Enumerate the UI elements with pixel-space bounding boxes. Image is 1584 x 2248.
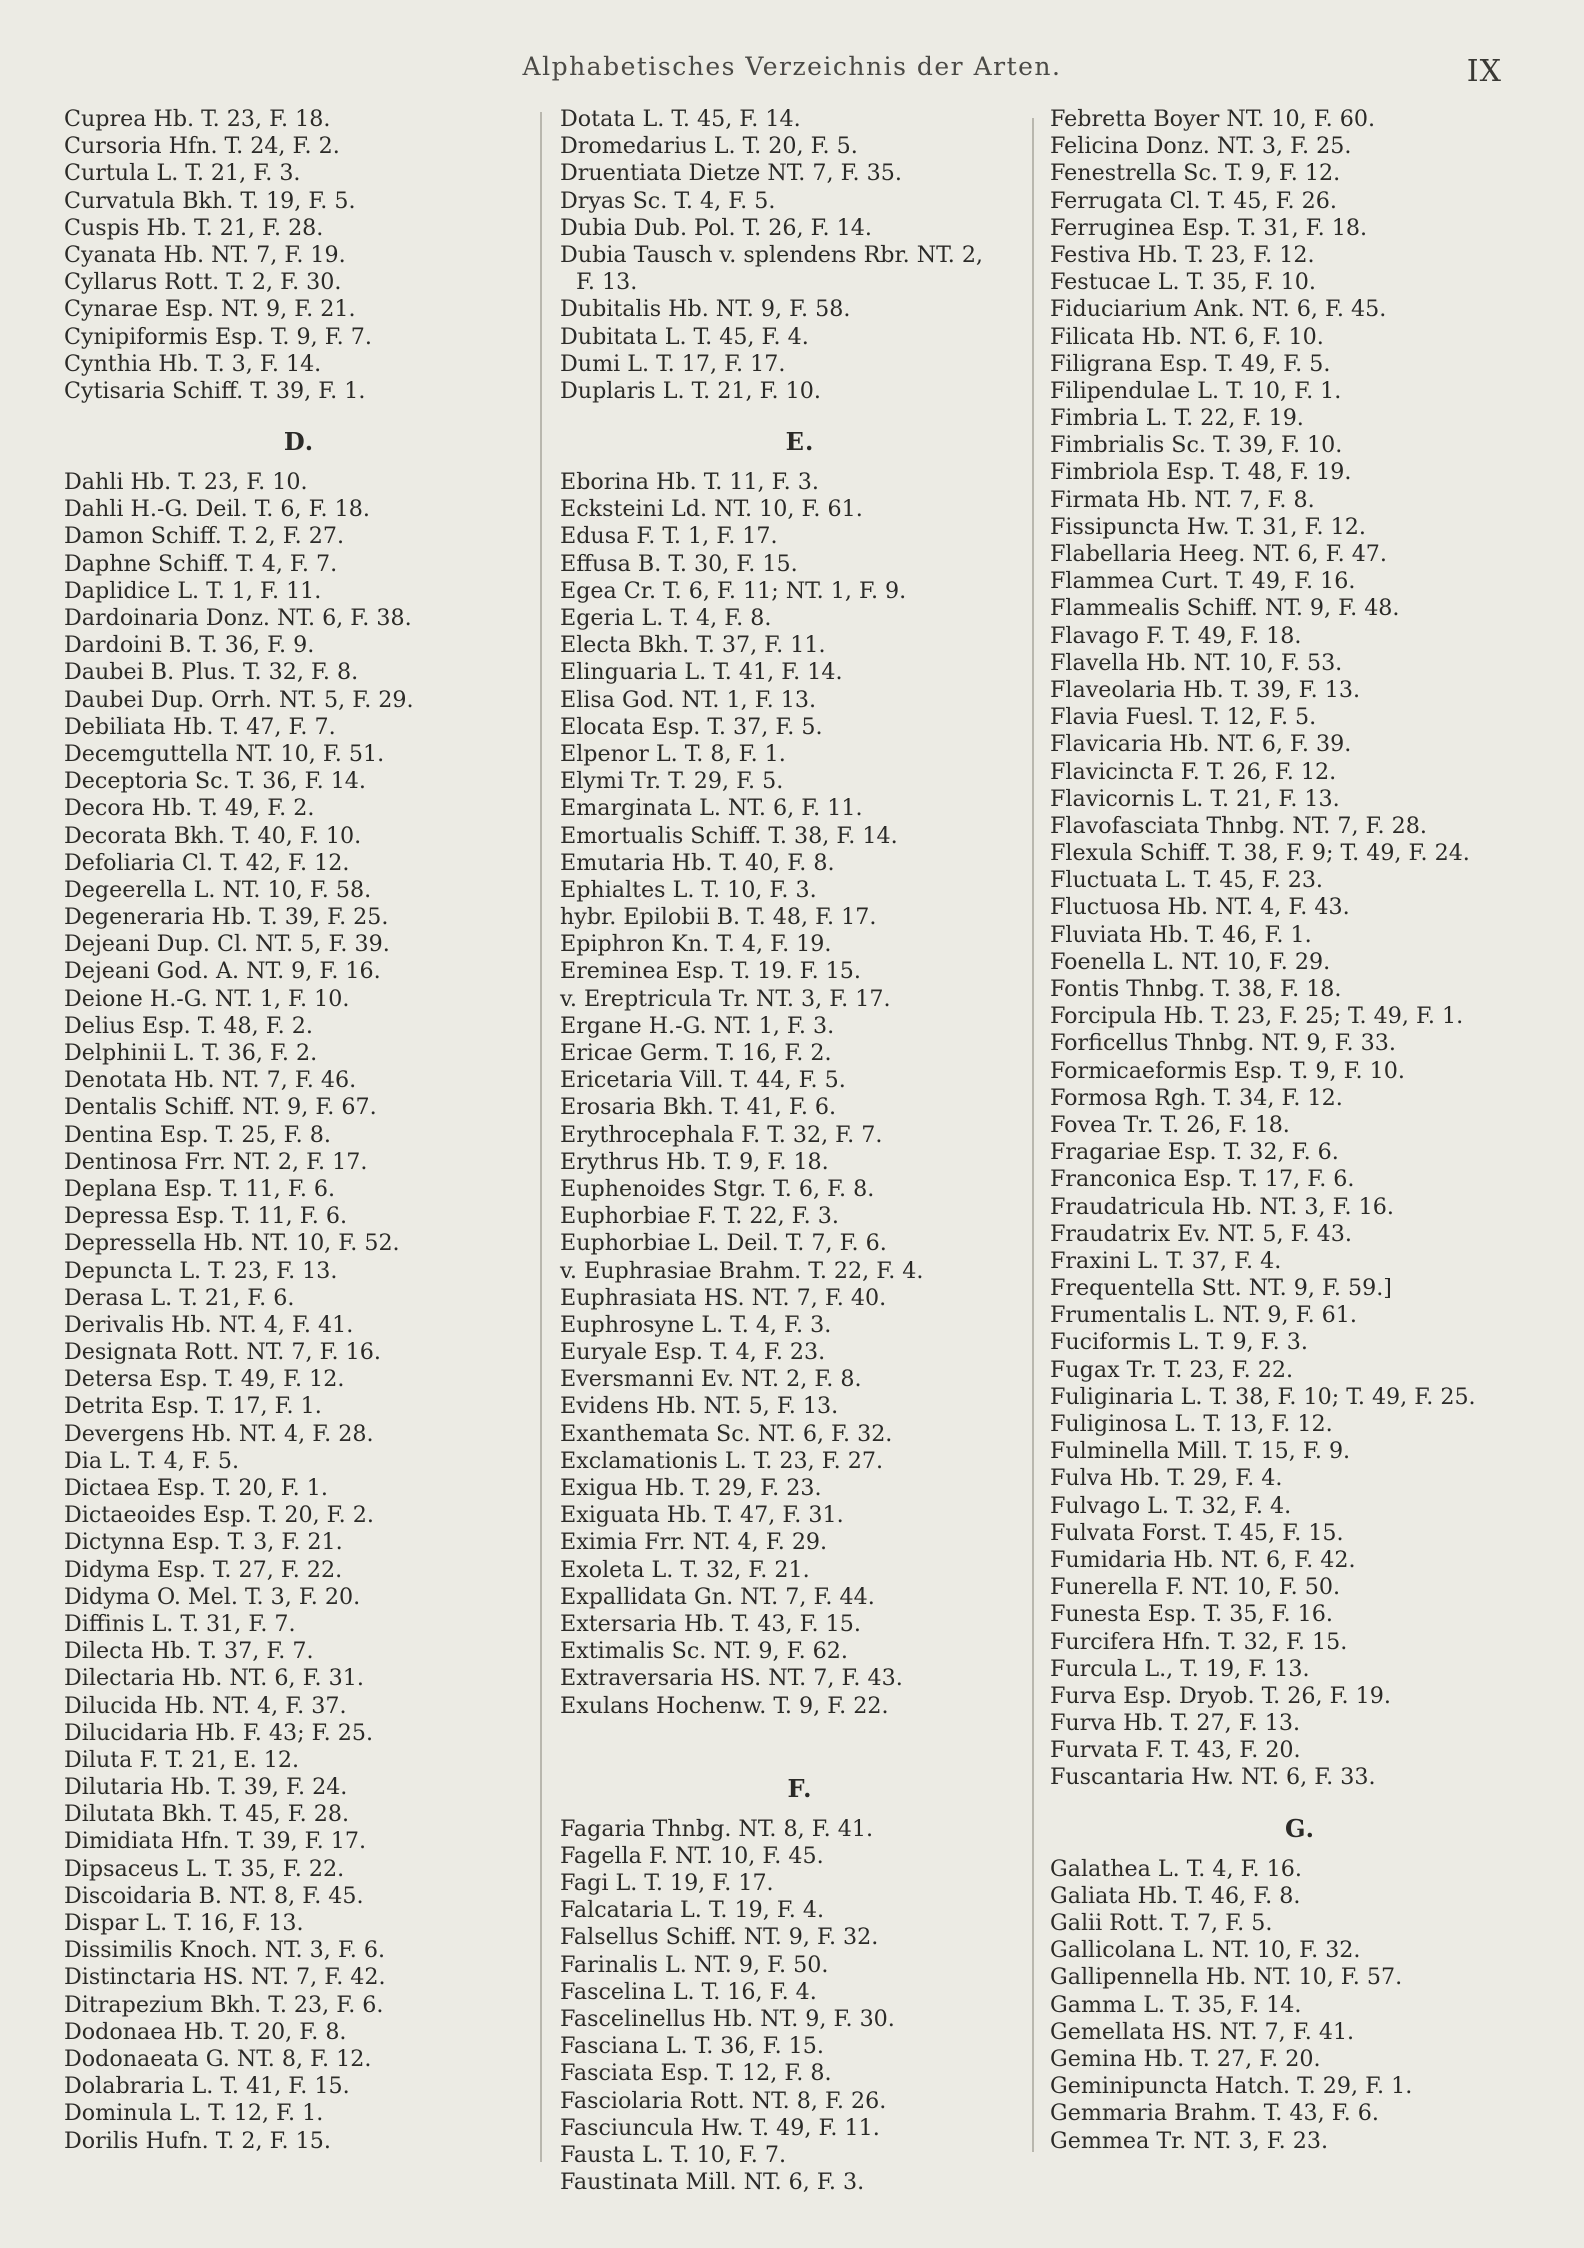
index-entry: Dotata L. T. 45, F. 14. xyxy=(560,106,801,132)
index-entry: Ereminea Esp. T. 19. F. 15. xyxy=(560,958,861,985)
index-entry: Formosa Rgh. T. 34, F. 12. xyxy=(1050,1084,1343,1111)
index-entry: Flabellaria Heeg. NT. 6, F. 47. xyxy=(1050,541,1387,567)
index-entry: Flavofasciata Thnbg. NT. 7, F. 28. xyxy=(1050,812,1427,839)
index-entry: Dubia Tausch v. splendens Rbr. NT. 2, xyxy=(560,241,983,268)
index-entry: Fiduciarium Ank. NT. 6, F. 45. xyxy=(1050,296,1387,323)
index-entry: Dictynna Esp. T. 3, F. 21. xyxy=(64,1529,343,1556)
index-entry: Exclamationis L. T. 23, F. 27. xyxy=(560,1447,884,1474)
index-entry: Fluviata Hb. T. 46, F. 1. xyxy=(1050,921,1312,948)
index-column-1 xyxy=(64,106,534,2155)
section-spacer xyxy=(560,1720,1040,1762)
index-entry: Denotata Hb. NT. 7, F. 46. xyxy=(64,1067,357,1094)
index-entry: Dryas Sc. T. 4, F. 5. xyxy=(560,187,776,214)
index-entry: Extersaria Hb. T. 43, F. 15. xyxy=(560,1610,861,1637)
index-entry: Exulans Hochenw. T. 9, F. 22. xyxy=(560,1692,889,1719)
index-entry: Foenella L. NT. 10, F. 29. xyxy=(1050,948,1331,975)
index-entry: Fagaria Thnbg. NT. 8, F. 41. xyxy=(560,1815,874,1842)
index-entry: Fuliginosa L. T. 13, F. 12. xyxy=(1050,1411,1333,1437)
index-entry: Dahli Hb. T. 23, F. 10. xyxy=(64,469,308,496)
index-entry: Euphorbiae L. Deil. T. 7, F. 6. xyxy=(560,1230,887,1257)
index-entry: Eborina Hb. T. 11, F. 3. xyxy=(560,469,819,496)
index-entry: Flammealis Schiff. NT. 9, F. 48. xyxy=(1050,595,1400,622)
index-entry: Fluctuosa Hb. NT. 4, F. 43. xyxy=(1050,894,1350,921)
index-entry: Depressella Hb. NT. 10, F. 52. xyxy=(64,1230,400,1257)
index-entry: Decora Hb. T. 49, F. 2. xyxy=(64,795,315,822)
index-entry: Falsellus Schiff. NT. 9, F. 32. xyxy=(560,1924,879,1951)
index-entry: Ferrugata Cl. T. 45, F. 26. xyxy=(1050,187,1337,214)
index-entry: Extimalis Sc. NT. 9, F. 62. xyxy=(560,1638,848,1665)
index-entry: Filigrana Esp. T. 49, F. 5. xyxy=(1050,350,1331,377)
index-entry: Elocata Esp. T. 37, F. 5. xyxy=(560,713,823,740)
index-entry: Flavicaria Hb. NT. 6, F. 39. xyxy=(1050,731,1352,758)
index-entry: Cursoria Hfn. T. 24, F. 2. xyxy=(64,133,340,160)
index-entry: Deplana Esp. T. 11, F. 6. xyxy=(64,1175,336,1202)
index-entry: Euphenoides Stgr. T. 6, F. 8. xyxy=(560,1175,875,1202)
index-entry: Dilectaria Hb. NT. 6, F. 31. xyxy=(64,1665,364,1692)
index-entry: Fasciuncula Hw. T. 49, F. 11. xyxy=(560,2114,880,2141)
index-entry: v. Ereptricula Tr. NT. 3, F. 17. xyxy=(560,985,891,1012)
index-entry: Faustinata Mill. NT. 6, F. 3. xyxy=(560,2169,865,2196)
index-entry: Fascelinellus Hb. NT. 9, F. 30. xyxy=(560,2006,895,2032)
index-entry: Fraxini L. T. 37, F. 4. xyxy=(1050,1247,1282,1274)
index-entry: Deceptoria Sc. T. 36, F. 14. xyxy=(64,768,366,795)
index-entry: Devergens Hb. NT. 4, F. 28. xyxy=(64,1420,374,1447)
index-entry: Distinctaria HS. NT. 7, F. 42. xyxy=(64,1964,386,1991)
index-entry: Evidens Hb. NT. 5, F. 13. xyxy=(560,1393,839,1420)
index-entry: Flavia Fuesl. T. 12, F. 5. xyxy=(1050,704,1317,731)
index-entry: Exigua Hb. T. 29, F. 23. xyxy=(560,1475,822,1501)
index-entry: Fimbria L. T. 22, F. 19. xyxy=(1050,405,1304,432)
index-entry: Daplidice L. T. 1, F. 11. xyxy=(64,577,322,604)
letter-heading: G. xyxy=(1285,1813,1315,1843)
index-entry: Galathea L. T. 4, F. 16. xyxy=(1050,1855,1302,1882)
index-entry: Furva Esp. Dryob. T. 26, F. 19. xyxy=(1050,1682,1391,1709)
index-entry: Geminipuncta Hatch. T. 29, F. 1. xyxy=(1050,2073,1413,2100)
index-entry: Fausta L. T. 10, F. 7. xyxy=(560,2141,787,2168)
index-entry: Dipsaceus L. T. 35, F. 22. xyxy=(64,1855,345,1882)
index-entry: Dumi L. T. 17, F. 17. xyxy=(560,350,786,377)
index-entry: hybr. Epilobii B. T. 48, F. 17. xyxy=(560,904,877,931)
index-entry: Fissipuncta Hw. T. 31, F. 12. xyxy=(1050,513,1366,540)
index-entry: Erythrus Hb. T. 9, F. 18. xyxy=(560,1148,829,1175)
index-entry: Fagi L. T. 19, F. 17. xyxy=(560,1870,774,1897)
index-entry: Galiata Hb. T. 46, F. 8. xyxy=(1050,1882,1301,1909)
index-entry: Euphrosyne L. T. 4, F. 3. xyxy=(560,1311,832,1338)
index-entry: Gallicolana L. NT. 10, F. 32. xyxy=(1050,1937,1361,1964)
index-entry: Derivalis Hb. NT. 4, F. 41. xyxy=(64,1311,354,1338)
index-entry: Dentina Esp. T. 25, F. 8. xyxy=(64,1121,331,1148)
index-entry: Forcipula Hb. T. 23, F. 25; T. 49, F. 1. xyxy=(1050,1003,1464,1030)
index-entry: Elymi Tr. T. 29, F. 5. xyxy=(560,768,784,795)
index-entry: Decemguttella NT. 10, F. 51. xyxy=(64,740,385,767)
index-entry: Curtula L. T. 21, F. 3. xyxy=(64,160,301,187)
index-entry: Detrita Esp. T. 17, F. 1. xyxy=(64,1393,322,1420)
index-entry: Fascelina L. T. 16, F. 4. xyxy=(560,1978,817,2005)
index-entry: Discoidaria B. NT. 8, F. 45. xyxy=(64,1882,364,1909)
index-entry: Duplaris L. T. 21, F. 10. xyxy=(560,377,821,404)
index-entry: Gemina Hb. T. 27, F. 20. xyxy=(1050,2045,1321,2072)
index-entry: Fluctuata L. T. 45, F. 23. xyxy=(1050,867,1323,894)
index-entry: Dodonaea Hb. T. 20, F. 8. xyxy=(64,2018,347,2045)
index-entry: Egeria L. T. 4, F. 8. xyxy=(560,605,772,631)
index-entry: Fumidaria Hb. NT. 6, F. 42. xyxy=(1050,1546,1356,1573)
index-entry: Euphrasiata HS. NT. 7, F. 40. xyxy=(560,1284,887,1311)
index-entry: Flavella Hb. NT. 10, F. 53. xyxy=(1050,649,1343,676)
letter-heading: E. xyxy=(785,427,815,457)
index-entry: Fovea Tr. T. 26, F. 18. xyxy=(1050,1111,1290,1138)
index-entry: Firmata Hb. NT. 7, F. 8. xyxy=(1050,486,1315,513)
index-entry: Dilecta Hb. T. 37, F. 7. xyxy=(64,1638,314,1665)
index-entry: Filipendulae L. T. 10, F. 1. xyxy=(1050,377,1342,404)
index-entry: Degeerella L. NT. 10, F. 58. xyxy=(64,876,372,903)
index-entry: Dilutaria Hb. T. 39, F. 24. xyxy=(64,1774,348,1801)
section-spacer xyxy=(1050,1792,1550,1802)
index-entry: Flavicincta F. T. 26, F. 12. xyxy=(1050,758,1337,785)
index-entry: Dromedarius L. T. 20, F. 5. xyxy=(560,133,858,160)
index-entry: Dispar L. T. 16, F. 13. xyxy=(64,1910,304,1936)
column-divider xyxy=(540,112,542,2162)
index-entry: Debiliata Hb. T. 47, F. 7. xyxy=(64,713,336,740)
index-entry: Fimbrialis Sc. T. 39, F. 10. xyxy=(1050,432,1343,459)
index-entry: Funerella F. NT. 10, F. 50. xyxy=(1050,1574,1341,1601)
index-entry: Furcula L., T. 19, F. 13. xyxy=(1050,1655,1310,1682)
index-entry: Eximia Frr. NT. 4, F. 29. xyxy=(560,1529,828,1556)
index-entry: Electa Bkh. T. 37, F. 11. xyxy=(560,632,826,659)
index-entry: Flammea Curt. T. 49, F. 16. xyxy=(1050,568,1356,595)
index-entry: Gemmea Tr. NT. 3, F. 23. xyxy=(1050,2127,1329,2154)
index-entry: Cynthia Hb. T. 3, F. 14. xyxy=(64,350,322,377)
index-entry: Designata Rott. NT. 7, F. 16. xyxy=(64,1339,381,1366)
index-entry: Ericetaria Vill. T. 44, F. 5. xyxy=(560,1067,846,1094)
index-entry: Exiguata Hb. T. 47, F. 31. xyxy=(560,1502,844,1529)
index-entry: v. Euphrasiae Brahm. T. 22, F. 4. xyxy=(560,1257,924,1284)
index-entry: Furva Hb. T. 27, F. 13. xyxy=(1050,1710,1301,1737)
index-entry: Erosaria Bkh. T. 41, F. 6. xyxy=(560,1094,837,1121)
index-entry: Funesta Esp. T. 35, F. 16. xyxy=(1050,1601,1333,1628)
index-entry: Dominula L. T. 12, F. 1. xyxy=(64,2100,324,2127)
index-entry: Decorata Bkh. T. 40, F. 10. xyxy=(64,822,362,849)
index-entry: F. 13. xyxy=(576,269,638,296)
index-entry: Dissimilis Knoch. NT. 3, F. 6. xyxy=(64,1937,386,1964)
index-entry: Fagella F. NT. 10, F. 45. xyxy=(560,1842,824,1869)
index-entry: Dilucida Hb. NT. 4, F. 37. xyxy=(64,1692,347,1719)
index-entry: Elisa God. NT. 1, F. 13. xyxy=(560,686,817,713)
index-entry: Gemellata HS. NT. 7, F. 41. xyxy=(1050,2018,1355,2045)
index-entry: Fasciata Esp. T. 12, F. 8. xyxy=(560,2060,832,2087)
index-entry: Egea Cr. T. 6, F. 11; NT. 1, F. 9. xyxy=(560,577,907,604)
section-spacer xyxy=(560,405,1040,415)
index-entry: Cyanata Hb. NT. 7, F. 19. xyxy=(64,241,346,268)
index-entry: Cuprea Hb. T. 23, F. 18. xyxy=(64,106,331,132)
index-entry: Effusa B. T. 30, F. 15. xyxy=(560,550,798,577)
index-column-3 xyxy=(1050,106,1550,2155)
index-entry: Fulvata Forst. T. 45, F. 15. xyxy=(1050,1519,1344,1546)
index-entry: Dejeani Dup. Cl. NT. 5, F. 39. xyxy=(64,931,390,958)
index-entry: Dictaeoides Esp. T. 20, F. 2. xyxy=(64,1502,374,1529)
index-entry: Flavago F. T. 49, F. 18. xyxy=(1050,622,1302,649)
index-entry: Didyma Esp. T. 27, F. 22. xyxy=(64,1556,343,1583)
index-entry: Dubitalis Hb. NT. 9, F. 58. xyxy=(560,296,851,323)
index-entry: Ferruginea Esp. T. 31, F. 18. xyxy=(1050,214,1368,241)
index-entry: Dardoini B. T. 36, F. 9. xyxy=(64,632,315,659)
index-entry: Elpenor L. T. 8, F. 1. xyxy=(560,740,786,767)
index-entry: Delius Esp. T. 48, F. 2. xyxy=(64,1012,313,1039)
index-entry: Dentinosa Frr. NT. 2, F. 17. xyxy=(64,1148,368,1175)
index-entry: Dolabraria L. T. 41, F. 15. xyxy=(64,2073,350,2100)
index-entry: Erythrocephala F. T. 32, F. 7. xyxy=(560,1121,883,1148)
index-entry: Fraudatricula Hb. NT. 3, F. 16. xyxy=(1050,1193,1394,1220)
index-entry: Derasa L. T. 21, F. 6. xyxy=(64,1284,295,1311)
index-entry: Cynarae Esp. NT. 9, F. 21. xyxy=(64,296,356,323)
index-entry: Fugax Tr. T. 23, F. 22. xyxy=(1050,1356,1294,1383)
index-entry: Ephialtes L. T. 10, F. 3. xyxy=(560,876,817,903)
index-entry: Farinalis L. NT. 9, F. 50. xyxy=(560,1951,829,1978)
index-entry: Dodonaeata G. NT. 8, F. 12. xyxy=(64,2045,372,2072)
index-entry: Fulvago L. T. 32, F. 4. xyxy=(1050,1492,1292,1519)
index-entry: Dimidiata Hfn. T. 39, F. 17. xyxy=(64,1828,367,1855)
section-spacer xyxy=(64,405,534,415)
index-entry: Flexula Schiff. T. 38, F. 9; T. 49, F. 24. xyxy=(1050,840,1470,867)
index-entry: Fuciformis L. T. 9, F. 3. xyxy=(1050,1329,1308,1356)
index-entry: Formicaeformis Esp. T. 9, F. 10. xyxy=(1050,1057,1405,1084)
index-entry: Cynipiformis Esp. T. 9, F. 7. xyxy=(64,323,372,350)
index-entry: Furvata F. T. 43, F. 20. xyxy=(1050,1737,1301,1764)
index-entry: Dia L. T. 4, F. 5. xyxy=(64,1447,240,1474)
index-entry: Dahli H.-G. Deil. T. 6, F. 18. xyxy=(64,496,370,523)
index-entry: Dorilis Hufn. T. 2, F. 15. xyxy=(64,2127,331,2154)
index-entry: Dictaea Esp. T. 20, F. 1. xyxy=(64,1475,328,1501)
index-entry: Galii Rott. T. 7, F. 5. xyxy=(1050,1910,1273,1936)
index-entry: Diluta F. T. 21, E. 12. xyxy=(64,1746,300,1773)
index-entry: Dilucidaria Hb. F. 43; F. 25. xyxy=(64,1719,373,1746)
index-entry: Deione H.-G. NT. 1, F. 10. xyxy=(64,985,350,1012)
index-entry: Exanthemata Sc. NT. 6, F. 32. xyxy=(560,1420,893,1447)
index-entry: Febretta Boyer NT. 10, F. 60. xyxy=(1050,106,1376,132)
index-entry: Fulminella Mill. T. 15, F. 9. xyxy=(1050,1438,1351,1465)
index-column-2 xyxy=(560,106,1040,2196)
index-entry: Gallipennella Hb. NT. 10, F. 57. xyxy=(1050,1964,1403,1991)
index-entry: Fimbriola Esp. T. 48, F. 19. xyxy=(1050,459,1352,486)
index-entry: Gemmaria Brahm. T. 43, F. 6. xyxy=(1050,2100,1379,2127)
page-number: IX xyxy=(1466,54,1502,89)
index-entry: Dubitata L. T. 45, F. 4. xyxy=(560,323,809,350)
index-entry: Fragariae Esp. T. 32, F. 6. xyxy=(1050,1139,1339,1166)
index-entry: Delphinii L. T. 36, F. 2. xyxy=(64,1040,318,1066)
index-entry: Gamma L. T. 35, F. 14. xyxy=(1050,1991,1302,2018)
index-entry: Dubia Dub. Pol. T. 26, F. 14. xyxy=(560,214,872,241)
index-entry: Depressa Esp. T. 11, F. 6. xyxy=(64,1203,347,1230)
index-entry: Extraversaria HS. NT. 7, F. 43. xyxy=(560,1665,903,1692)
index-entry: Flavicornis L. T. 21, F. 13. xyxy=(1050,785,1340,812)
index-entry: Fuliginaria L. T. 38, F. 10; T. 49, F. 25. xyxy=(1050,1383,1476,1410)
index-entry: Damon Schiff. T. 2, F. 27. xyxy=(64,523,345,550)
index-entry: Dejeani God. A. NT. 9, F. 16. xyxy=(64,958,381,985)
index-entry: Fenestrella Sc. T. 9, F. 12. xyxy=(1050,160,1341,187)
index-entry: Euryale Esp. T. 4, F. 23. xyxy=(560,1339,826,1366)
index-entry: Emortualis Schiff. T. 38, F. 14. xyxy=(560,822,898,849)
index-entry: Felicina Donz. NT. 3, F. 25. xyxy=(1050,133,1352,160)
index-entry: Edusa F. T. 1, F. 17. xyxy=(560,523,778,550)
index-entry: Fuscantaria Hw. NT. 6, F. 33. xyxy=(1050,1764,1376,1791)
index-entry: Festucae L. T. 35, F. 10. xyxy=(1050,269,1316,296)
running-title: Alphabetisches Verzeichnis der Arten. xyxy=(522,52,1062,81)
index-entry: Ergane H.-G. NT. 1, F. 3. xyxy=(560,1012,835,1039)
index-entry: Ecksteini Ld. NT. 10, F. 61. xyxy=(560,496,863,523)
index-entry: Dardoinaria Donz. NT. 6, F. 38. xyxy=(64,605,412,631)
index-entry: Fulva Hb. T. 29, F. 4. xyxy=(1050,1465,1283,1492)
index-entry: Furcifera Hfn. T. 32, F. 15. xyxy=(1050,1628,1348,1655)
index-entry: Filicata Hb. NT. 6, F. 10. xyxy=(1050,323,1324,350)
index-entry: Eversmanni Ev. NT. 2, F. 8. xyxy=(560,1366,862,1393)
index-entry: Ericae Germ. T. 16, F. 2. xyxy=(560,1040,832,1066)
index-entry: Defoliaria Cl. T. 42, F. 12. xyxy=(64,849,350,876)
index-entry: Expallidata Gn. NT. 7, F. 44. xyxy=(560,1583,875,1610)
index-entry: Forficellus Thnbg. NT. 9, F. 33. xyxy=(1050,1030,1396,1057)
index-entry: Diffinis L. T. 31, F. 7. xyxy=(64,1610,296,1637)
index-entry: Curvatula Bkh. T. 19, F. 5. xyxy=(64,187,356,214)
index-entry: Cytisaria Schiff. T. 39, F. 1. xyxy=(64,377,366,404)
index-entry: Festiva Hb. T. 23, F. 12. xyxy=(1050,241,1315,268)
index-entry: Fontis Thnbg. T. 38, F. 18. xyxy=(1050,976,1342,1002)
letter-heading: D. xyxy=(283,427,315,457)
index-entry: Dentalis Schiff. NT. 9, F. 67. xyxy=(64,1094,377,1121)
index-entry: Daubei Dup. Orrh. NT. 5, F. 29. xyxy=(64,686,414,713)
index-entry: Franconica Esp. T. 17, F. 6. xyxy=(1050,1166,1355,1193)
index-entry: Druentiata Dietze NT. 7, F. 35. xyxy=(560,160,902,187)
index-entry: Epiphron Kn. T. 4, F. 19. xyxy=(560,931,832,958)
index-entry: Degeneraria Hb. T. 39, F. 25. xyxy=(64,904,389,931)
index-entry: Emarginata L. NT. 6, F. 11. xyxy=(560,795,863,822)
letter-heading: F. xyxy=(787,1773,813,1803)
index-entry: Flaveolaria Hb. T. 39, F. 13. xyxy=(1050,676,1361,703)
index-entry: Fraudatrix Ev. NT. 5, F. 43. xyxy=(1050,1220,1352,1247)
index-entry: Detersa Esp. T. 49, F. 12. xyxy=(64,1366,345,1393)
index-entry: Cyllarus Rott. T. 2, F. 30. xyxy=(64,269,342,296)
index-entry: Emutaria Hb. T. 40, F. 8. xyxy=(560,849,835,876)
index-entry: Dilutata Bkh. T. 45, F. 28. xyxy=(64,1801,350,1828)
index-entry: Daubei B. Plus. T. 32, F. 8. xyxy=(64,659,359,686)
index-entry: Depuncta L. T. 23, F. 13. xyxy=(64,1257,338,1284)
index-entry: Fasciolaria Rott. NT. 8, F. 26. xyxy=(560,2087,887,2114)
index-entry: Cuspis Hb. T. 21, F. 28. xyxy=(64,214,324,241)
index-entry: Elinguaria L. T. 41, F. 14. xyxy=(560,659,843,686)
index-entry: Fasciana L. T. 36, F. 15. xyxy=(560,2033,824,2060)
index-entry: Daphne Schiff. T. 4, F. 7. xyxy=(64,550,338,577)
index-entry: Didyma O. Mel. T. 3, F. 20. xyxy=(64,1583,361,1610)
index-entry: Euphorbiae F. T. 22, F. 3. xyxy=(560,1203,839,1230)
index-entry: Frequentella Stt. NT. 9, F. 59.] xyxy=(1050,1275,1392,1302)
index-entry: Falcataria L. T. 19, F. 4. xyxy=(560,1897,825,1924)
index-entry: Exoleta L. T. 32, F. 21. xyxy=(560,1556,810,1583)
index-entry: Ditrapezium Bkh. T. 23, F. 6. xyxy=(64,1991,384,2018)
index-entry: Frumentalis L. NT. 9, F. 61. xyxy=(1050,1302,1357,1329)
